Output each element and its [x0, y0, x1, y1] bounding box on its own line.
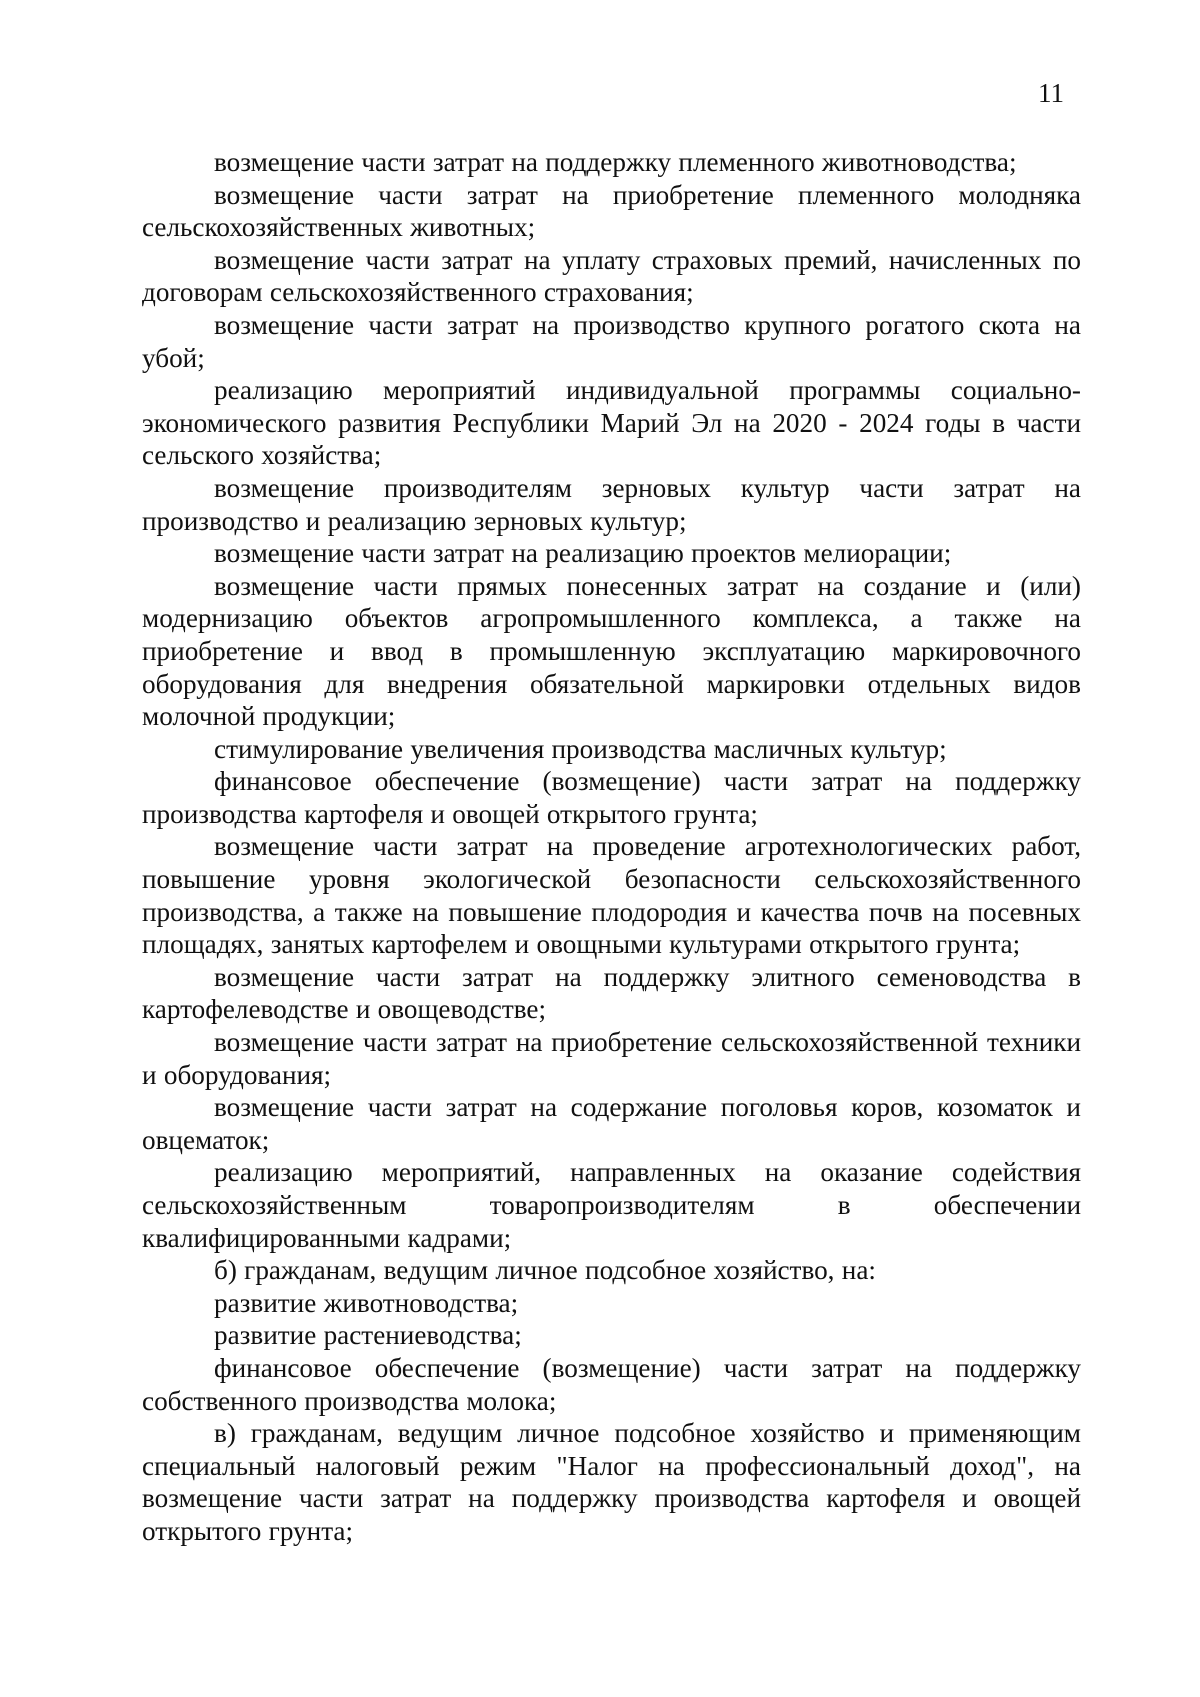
paragraph: возмещение части затрат на содержание поголовья коров, козоматок и овцематок;	[142, 1092, 1081, 1155]
paragraph: реализацию мероприятий, направленных на оказание содействия сельскохозяйственным товаропроизводителям в обеспечении квалифицированными кадрами;	[142, 1157, 1081, 1253]
paragraph: в) гражданам, ведущим личное подсобное хозяйство и применяющим специальный налоговый режим "Налог на профессиональный доход", на возмещение части затрат на поддержку производства картофеля и овощей открытого грунта;	[142, 1418, 1081, 1546]
paragraph: развитие животноводства;	[214, 1287, 519, 1318]
paragraph: финансовое обеспечение (возмещение) части затрат на поддержку собственного производства молока;	[142, 1352, 1081, 1416]
paragraph: возмещение части затрат на приобретение племенного молодняка сельскохозяйственных животных;	[142, 179, 1081, 243]
paragraph: возмещение производителям зерновых культур части затрат на производство и реализацию зерновых культур;	[142, 472, 1081, 536]
paragraph: возмещение части затрат на поддержку элитного семеноводства в картофелеводстве и овощеводстве;	[142, 961, 1081, 1025]
paragraph: возмещение части затрат на производство крупного рогатого скота на убой;	[142, 309, 1081, 373]
paragraph: возмещение части затрат на поддержку племенного животноводства;	[214, 147, 1017, 177]
paragraph: стимулирование увеличения производства масличных культур;	[214, 733, 947, 764]
paragraph: б) гражданам, ведущим личное подсобное хозяйство, на:	[214, 1255, 876, 1286]
paragraph: возмещение части затрат на реализацию проектов мелиорации;	[214, 538, 952, 569]
document-body	[142, 146, 1081, 1548]
paragraph: развитие растениеводства;	[214, 1320, 522, 1351]
paragraph: возмещение части затрат на проведение агротехнологических работ, повышение уровня экологической безопасности сельскохозяйственного производства, а также на повышение плодородия и качества почв на посевных площадях, занятых картофелем и овощными культурами открытого грунта;	[142, 831, 1081, 960]
paragraph: возмещение части прямых понесенных затрат на создание и (или) модернизацию объектов агропромышленного комплекса, а также на приобретение и ввод в промышленную эксплуатацию маркировочного оборудования для внедрения обязательной маркировки отдельных видов молочной продукции;	[142, 570, 1081, 732]
paragraph: возмещение части затрат на уплату страховых премий, начисленных по договорам сельскохозяйственного страхования;	[142, 244, 1081, 308]
paragraph: реализацию мероприятий индивидуальной программы социально-экономического развития Республики Марий Эл на 2020 - 2024 годы в части сельского хозяйства;	[142, 375, 1081, 471]
paragraph: финансовое обеспечение (возмещение) части затрат на поддержку производства картофеля и овощей открытого грунта;	[142, 766, 1081, 829]
paragraph: возмещение части затрат на приобретение сельскохозяйственной техники и оборудования;	[142, 1027, 1081, 1090]
page-number: 11	[1038, 78, 1064, 108]
